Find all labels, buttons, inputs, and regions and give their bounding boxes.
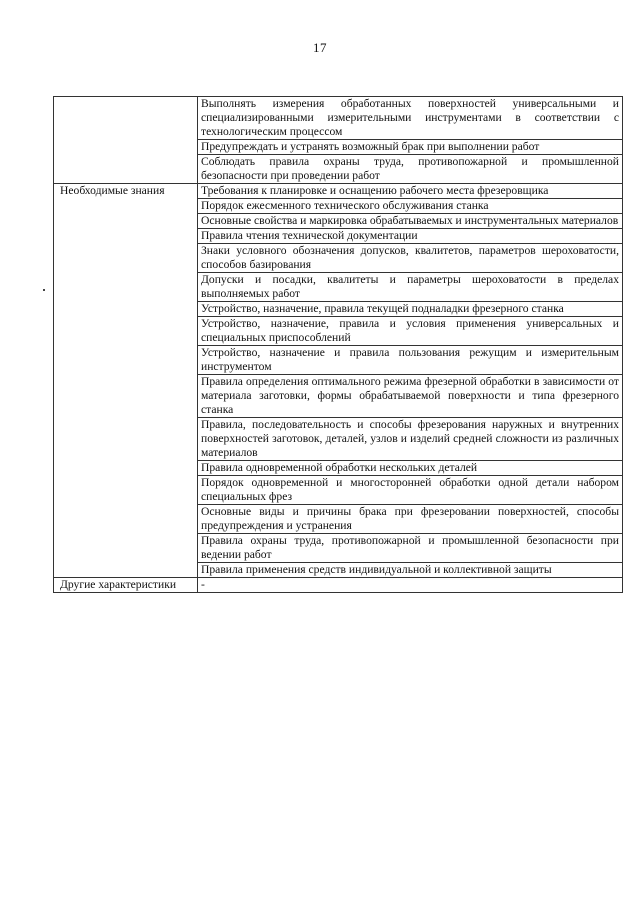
- section-label-other-characteristics: Другие характеристики: [54, 578, 198, 593]
- scan-mark: [43, 289, 45, 291]
- table-cell: Правила, последовательность и способы фрезерования наружных и внутренних поверхностей заготовок, деталей, узлов и изделий средней сложности из различных материалов: [198, 418, 623, 461]
- table-cell: Допуски и посадки, квалитеты и параметры шероховатости в пределах выполняемых работ: [198, 273, 623, 302]
- section-label-skills-continued: [54, 97, 198, 184]
- table-cell: Порядок ежесменного технического обслуживания станка: [198, 199, 623, 214]
- table-cell: Правила чтения технической документации: [198, 229, 623, 244]
- table-cell: Выполнять измерения обработанных поверхностей универсальными и специализированными измерительными инструментами в соответствии с технологическим процессом: [198, 97, 623, 140]
- table-row: [54, 578, 623, 593]
- table-cell: Знаки условного обозначения допусков, квалитетов, параметров шероховатости, способов базирования: [198, 244, 623, 273]
- table-cell: Правила применения средств индивидуальной и коллективной защиты: [198, 563, 623, 578]
- table-row: [54, 97, 623, 140]
- table-cell: Правила одновременной обработки нескольких деталей: [198, 461, 623, 476]
- page-number: 17: [313, 40, 327, 55]
- table-cell: Устройство, назначение, правила и условия применения универсальных и специальных приспособлений: [198, 317, 623, 346]
- qualification-table: [53, 96, 623, 593]
- table-cell: Правила определения оптимального режима фрезерной обработки в зависимости от материала заготовки, формы обрабатываемой поверхности и типа фрезерного станка: [198, 375, 623, 418]
- table-cell: Правила охраны труда, противопожарной и промышленной безопасности при ведении работ: [198, 534, 623, 563]
- section-label-required-knowledge: Необходимые знания: [54, 184, 198, 578]
- table-cell: Устройство, назначение, правила текущей подналадки фрезерного станка: [198, 302, 623, 317]
- table-cell: Порядок одновременной и многосторонней обработки одной детали набором специальных фрез: [198, 476, 623, 505]
- table-cell: Основные свойства и маркировка обрабатываемых и инструментальных материалов: [198, 214, 623, 229]
- table-row: [54, 184, 623, 199]
- table-cell: Соблюдать правила охраны труда, противопожарной и промышленной безопасности при проведении работ: [198, 155, 623, 184]
- table-cell: Основные виды и причины брака при фрезеровании поверхностей, способы предупреждения и устранения: [198, 505, 623, 534]
- table-cell: Устройство, назначение и правила пользования режущим и измерительным инструментом: [198, 346, 623, 375]
- table-cell: -: [198, 578, 623, 593]
- table-cell: Требования к планировке и оснащению рабочего места фрезеровщика: [198, 184, 623, 199]
- table-cell: Предупреждать и устранять возможный брак при выполнении работ: [198, 140, 623, 155]
